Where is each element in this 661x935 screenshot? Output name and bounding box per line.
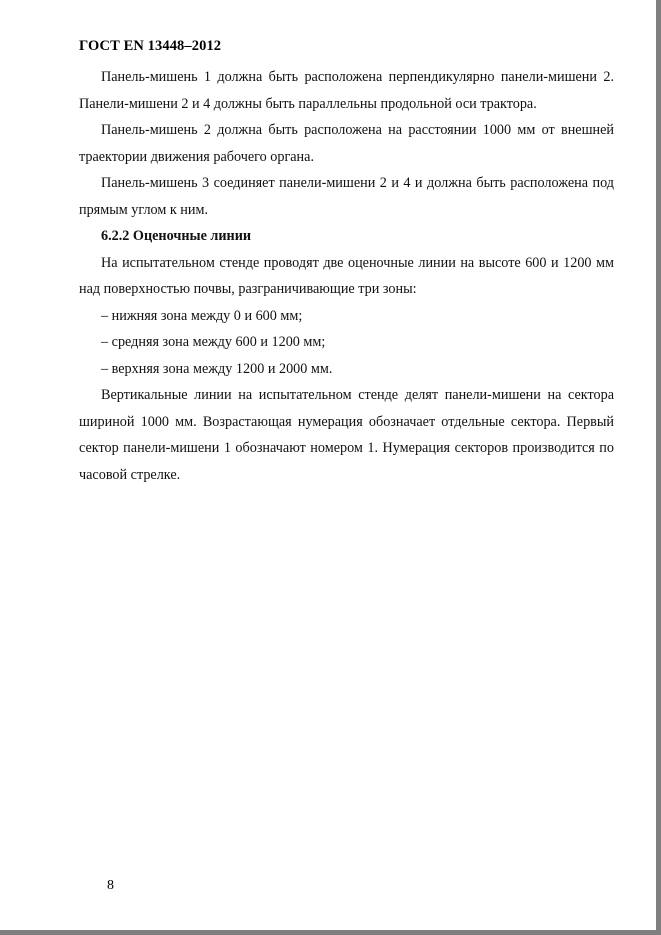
paragraph-vertical-lines: Вертикальные линии на испытательном стенде делят панели-мишени на сектора шириной 1000 мм. Возрастающая нумерация обозначает отдельные сектора. Первый сектор панели-мишени 1 обозначают номером 1. Нумерация секторов производится по часовой стрелке. <box>79 387 614 483</box>
paragraph-target-panel-2: Панель-мишень 2 должна быть расположена на расстоянии 1000 мм от внешней траектории движения рабочего органа. <box>79 122 614 165</box>
page-number: 8 <box>107 878 114 893</box>
paragraph-target-panel-1: Панель-мишень 1 должна быть расположена перпендикулярно панели-мишени 2. Панели-мишени 2 и 4 должны быть параллельны продольной оси трактора. <box>79 69 614 112</box>
list-item-upper-zone: – верхняя зона между 1200 и 2000 мм. <box>101 360 333 377</box>
list-item-lower-zone: – нижняя зона между 0 и 600 мм; <box>101 307 303 324</box>
document-header: ГОСТ EN 13448–2012 <box>79 38 222 54</box>
paragraph-evaluation-lines: На испытательном стенде проводят две оценочные линии на высоте 600 и 1200 мм над поверхностью почвы, разграничивающие три зоны: <box>79 254 614 297</box>
document-body <box>79 64 614 488</box>
section-heading: 6.2.2 Оценочные линии <box>101 228 252 244</box>
paragraph-target-panel-3: Панель-мишень 3 соединяет панели-мишени 2 и 4 и должна быть расположена под прямым углом к ним. <box>79 175 614 218</box>
list-item-middle-zone: – средняя зона между 600 и 1200 мм; <box>101 334 326 350</box>
